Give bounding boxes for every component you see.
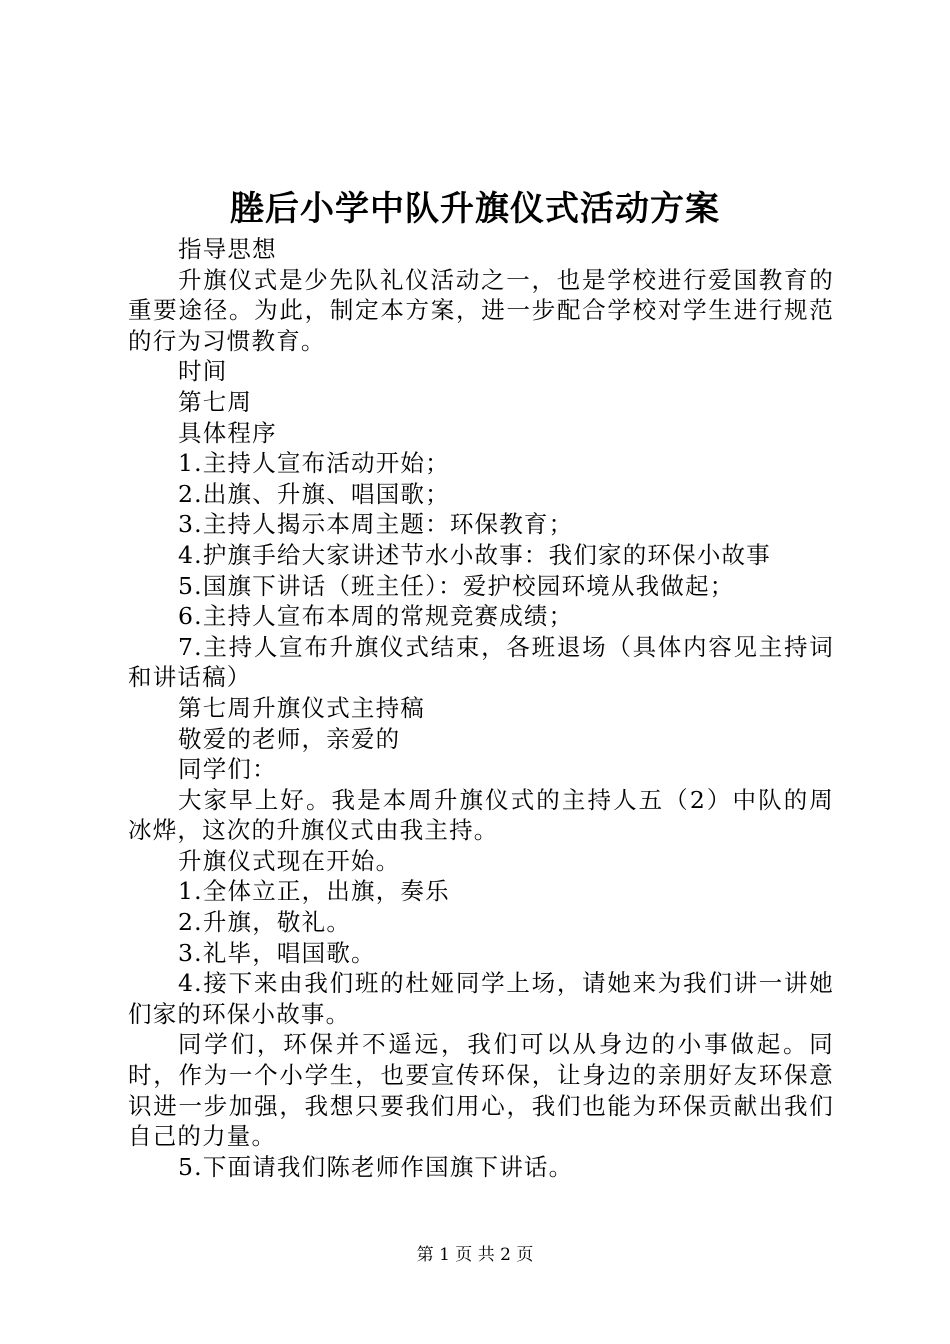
paragraph: 升旗仪式是少先队礼仪活动之一，也是学校进行爱国教育的重要途径。为此，制定本方案，进一步配合学校对学生进行规范的行为习惯教育。	[128, 265, 834, 355]
list-item: 6.主持人宣布本周的常规竞赛成绩；	[178, 602, 574, 631]
document-title: 塍后小学中队升旗仪式活动方案	[230, 189, 720, 229]
paragraph: 第七周	[178, 387, 253, 416]
page-number-footer: 第 1 页 共 2 页	[416, 1245, 534, 1265]
paragraph: 大家早上好。我是本周升旗仪式的主持人五（2）中队的周冰烨，这次的升旗仪式由我主持。	[128, 785, 834, 845]
paragraph: 同学们：	[178, 755, 277, 784]
paragraph: 同学们，环保并不遥远，我们可以从身边的小事做起。同时，作为一个小学生，也要宣传环保，让身边的亲朋好友环保意识进一步加强，我想只要我们用心，我们也能为环保贡献出我们自己的力量。	[128, 1030, 834, 1151]
section-heading: 时间	[178, 357, 228, 386]
list-item: 2.出旗、升旗、唱国歌；	[178, 479, 450, 508]
section-heading: 指导思想	[178, 235, 277, 263]
section-heading: 具体程序	[178, 418, 277, 447]
list-item: 1.主持人宣布活动开始；	[178, 449, 450, 478]
list-item: 3.礼毕，唱国歌。	[178, 938, 376, 967]
list-item: 1.全体立正，出旗，奏乐	[178, 877, 450, 906]
list-item: 3.主持人揭示本周主题：环保教育；	[178, 510, 574, 539]
list-item: 5.下面请我们陈老师作国旗下讲话。	[178, 1152, 574, 1181]
list-item: 5.国旗下讲话（班主任）：爱护校园环境从我做起；	[178, 571, 735, 600]
paragraph: 敬爱的老师，亲爱的	[178, 724, 401, 753]
section-heading: 第七周升旗仪式主持稿	[178, 693, 425, 722]
document-body	[128, 234, 834, 1182]
list-item: 2.升旗，敬礼。	[178, 908, 352, 937]
list-item: 7.主持人宣布升旗仪式结束，各班退场（具体内容见主持词和讲话稿）	[128, 632, 834, 692]
paragraph: 升旗仪式现在开始。	[178, 846, 401, 875]
list-item: 4.接下来由我们班的杜娅同学上场，请她来为我们讲一讲她们家的环保小故事。	[128, 969, 834, 1028]
list-item: 4.护旗手给大家讲述节水小故事：我们家的环保小故事	[178, 540, 771, 569]
